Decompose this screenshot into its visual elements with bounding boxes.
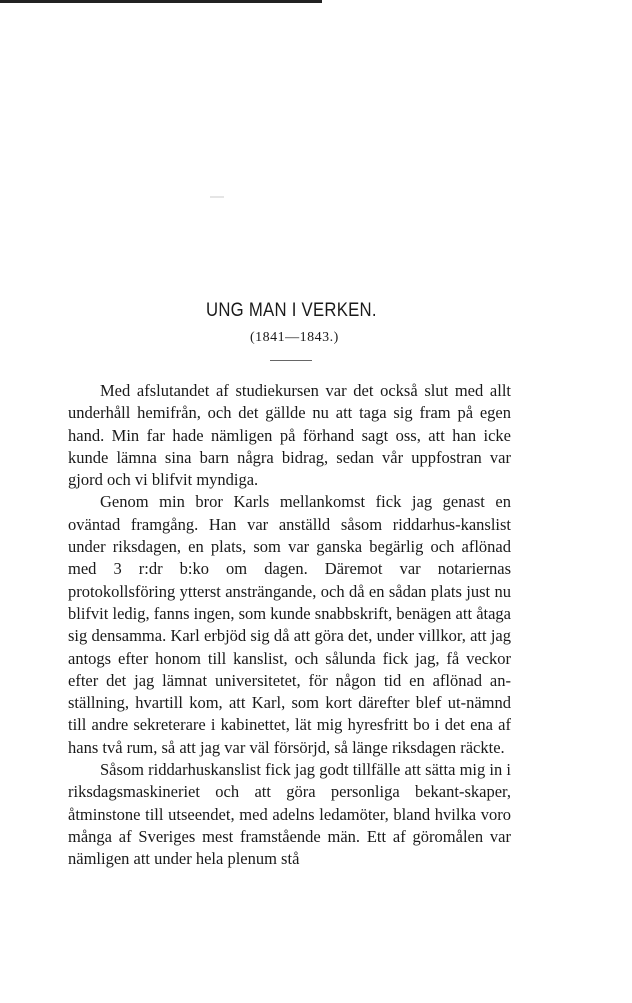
paragraph-3: Såsom riddarhuskanslist fick jag godt tillfälle att sätta mig in i riksdagsmaskineriet och att göra personliga bekant-skaper, åtminstone till utseendet, med adelns ledamöter, bland hvilka voro många af Sveriges mest framstående män. Ett af göromålen var nämligen att under hela plenum stå <box>68 760 511 869</box>
title-separator <box>270 360 312 361</box>
top-rule <box>0 0 322 3</box>
chapter-title: UNG MAN I VERKEN. <box>206 300 377 321</box>
chapter-years: (1841—1843.) <box>250 330 339 345</box>
body-text <box>68 380 511 871</box>
scan-speck <box>210 196 224 198</box>
paragraph-2: Genom min bror Karls mellankomst fick jag genast en oväntad framgång. Han var anställd såsom riddarhus-kanslist under riksdagen, en plats, som var ganska begärlig och aflönad med 3 r:dr b:ko om dagen. Däremot var notariernas protokollsföring ytterst ansträngande, och då en sådan plats just nu blifvit ledig, fanns ingen, som kunde snabbskrift, benägen att åtaga sig densamma. Karl erbjöd sig då att göra det, under villkor, att jag antogs efter honom till kanslist, och sålunda fick jag, få veckor efter det jag lämnat universitetet, för någon tid en aflönad an-ställning, hvartill kom, att Karl, som kort därefter blef ut-nämnd till andre sekreterare i kabinettet, lät mig hyresfritt bo i det ena af hans två rum, så att jag var väl försörjd, så länge riksdagen räckte. <box>68 492 511 757</box>
paragraph-1: Med afslutandet af studiekursen var det också slut med allt underhåll hemifrån, och det gällde nu att taga sig fram på egen hand. Min far hade nämligen på förhand sagt oss, att han icke kunde lämna sina barn några bidrag, sedan vår uppfostran var gjord och vi blifvit myndiga. <box>68 381 511 490</box>
chapter-heading <box>0 300 632 346</box>
